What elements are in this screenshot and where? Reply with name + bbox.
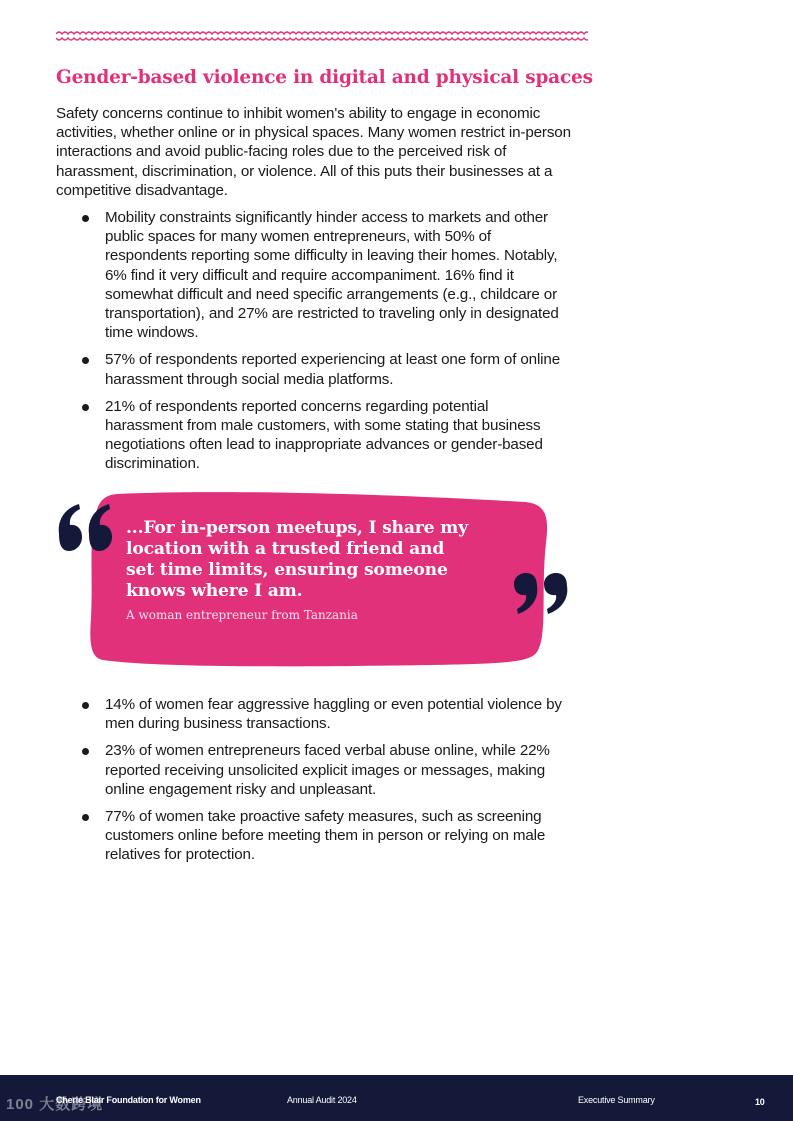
quote-callout (55, 488, 570, 668)
close-quote-icon (510, 572, 570, 616)
intro-paragraph: Safety concerns continue to inhibit women's ability to engage in economic activities, whether online or in physical spaces. Many women restrict in-person interactions and avoid public-facing roles due to the perceived risk of harassment, discrimination, or violence. All of this puts their businesses at a competitive disadvantage. (56, 105, 571, 199)
list-item: Mobility constraints significantly hinder access to markets and other public spaces for many women entrepreneurs, with 50% of respondents reporting some difficulty in leaving their homes. Notably, 6% find it very difficult and require accompaniment. 16% find it somewhat difficult and need specific arrangements (e.g., childcare or transportation), and 27% are restricted to traveling only in designated time windows. (80, 208, 570, 342)
bullet-list-top (80, 208, 570, 482)
decorative-wave-divider (56, 29, 588, 43)
list-item: 14% of women fear aggressive haggling or even potential violence by men during business transactions. (80, 695, 570, 733)
bullet-icon (82, 357, 89, 364)
bullet-list-bottom (80, 695, 570, 873)
list-item: 57% of respondents reported experiencing at least one form of online harassment through social media platforms. (80, 350, 570, 388)
footer-organization: Cherie Blair Foundation for Women (56, 1095, 201, 1105)
bullet-icon (82, 814, 89, 821)
bullet-icon (82, 404, 89, 411)
footer-report-title: Annual Audit 2024 (287, 1095, 357, 1105)
bullet-icon (82, 702, 89, 709)
bullet-icon (82, 215, 89, 222)
watermark-logo: 100 大数跨境 (6, 1096, 104, 1113)
footer-section-name: Executive Summary (578, 1095, 655, 1105)
quote-attribution: A woman entrepreneur from Tanzania (126, 608, 358, 622)
page-footer (0, 1075, 793, 1121)
quote-text: ...For in-person meetups, I share my location with a trusted friend and set time limits, ensuring someone knows where I am. (126, 518, 468, 601)
bullet-icon (82, 748, 89, 755)
list-item: 21% of respondents reported concerns regarding potential harassment from male customers, with some stating that business negotiations often lead to inappropriate advances or gender-based discrimination. (80, 397, 570, 474)
list-item: 23% of women entrepreneurs faced verbal abuse online, while 22% reported receiving unsolicited explicit images or messages, making online engagement risky and unpleasant. (80, 741, 570, 799)
list-item: 77% of women take proactive safety measures, such as screening customers online before meeting them in person or relying on male relatives for protection. (80, 807, 570, 865)
section-title: Gender-based violence in digital and physical spaces (56, 67, 593, 88)
open-quote-icon (55, 500, 115, 552)
page-number: 10 (755, 1097, 765, 1107)
